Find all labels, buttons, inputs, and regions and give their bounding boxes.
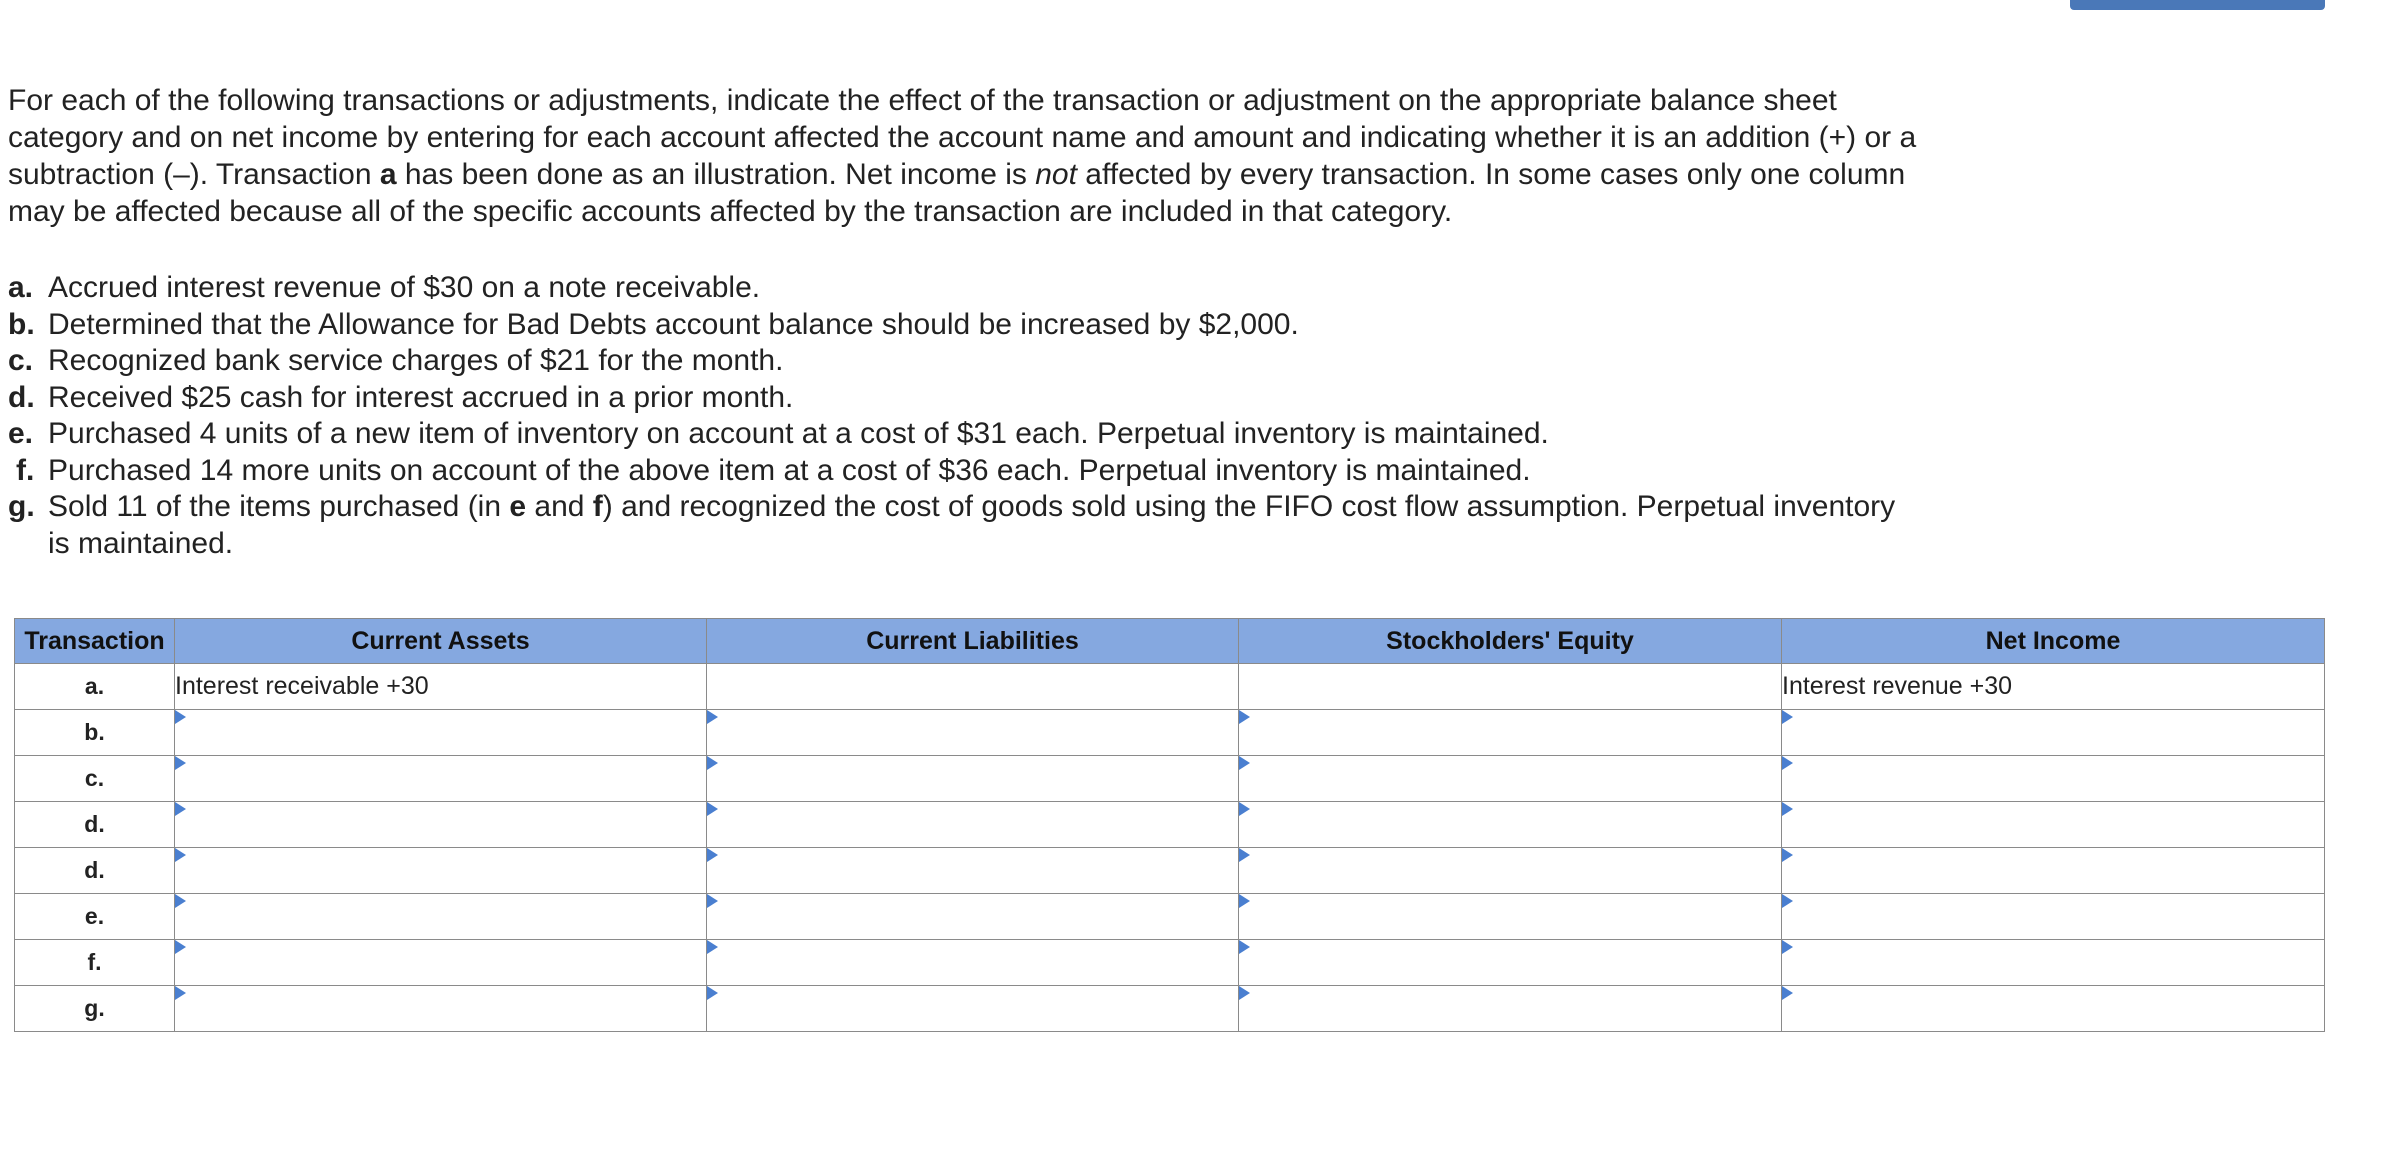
current-assets-input[interactable] [175,894,706,939]
net-income-cell [1782,802,2325,848]
net-income-input[interactable] [1782,802,2324,847]
stockholders-equity-cell [1239,986,1782,1032]
transaction-label: a. [15,664,175,710]
net-income-cell [1782,894,2325,940]
transaction-label: d. [15,802,175,848]
stockholders-equity-input[interactable] [1239,802,1781,847]
entry-marker-icon [707,710,718,724]
entry-marker-icon [707,894,718,908]
current-liabilities-input[interactable] [707,802,1238,847]
example-stockholders-equity [1239,664,1782,710]
current-liabilities-input[interactable] [707,848,1238,893]
stockholders-equity-cell [1239,848,1782,894]
current-assets-input[interactable] [175,710,706,755]
table-row-example [15,664,2325,710]
entry-marker-icon [707,848,718,862]
stockholders-equity-cell [1239,802,1782,848]
entry-marker-icon [175,940,186,954]
transaction-label: b. [15,710,175,756]
net-income-input[interactable] [1782,986,2324,1031]
example-current-liabilities [707,664,1239,710]
list-item: g. Sold 11 of the items purchased (in e and f) and recognized the cost of goods sold using the FIFO cost flow assumption. Perpetual inventory is maintained. [8,490,1896,560]
current-assets-cell [175,940,707,986]
transaction-label: d. [15,848,175,894]
current-liabilities-cell [707,802,1239,848]
current-liabilities-cell [707,710,1239,756]
list-item: d. Received $25 cash for interest accrued in a prior month. [8,380,794,414]
entry-marker-icon [707,756,718,770]
current-assets-cell [175,894,707,940]
net-income-cell [1782,848,2325,894]
net-income-cell [1782,940,2325,986]
list-item: e. Purchased 4 units of a new item of inventory on account at a cost of $31 each. Perpetual inventory is maintained. [8,417,1549,450]
top-action-button[interactable] [2070,0,2325,10]
net-income-input[interactable] [1782,848,2324,893]
current-liabilities-input[interactable] [707,756,1238,801]
transaction-effects-table [14,618,2325,1032]
current-liabilities-cell [707,848,1239,894]
transaction-label: f. [15,940,175,986]
table-row [15,710,2325,756]
stockholders-equity-input[interactable] [1239,710,1781,755]
current-liabilities-cell [707,986,1239,1032]
current-liabilities-cell [707,894,1239,940]
entry-marker-icon [175,802,186,816]
net-income-cell [1782,710,2325,756]
header-current-liabilities: Current Liabilities [707,619,1239,664]
table-row [15,986,2325,1032]
entry-marker-icon [1782,986,1793,1000]
list-item: b. Determined that the Allowance for Bad Debts account balance should be increased by $2,000. [8,307,1299,341]
transaction-label: e. [15,894,175,940]
current-liabilities-input[interactable] [707,894,1238,939]
list-item: a. Accrued interest revenue of $30 on a note receivable. [8,271,761,304]
entry-marker-icon [1239,894,1250,908]
current-assets-cell [175,986,707,1032]
entry-marker-icon [175,848,186,862]
current-liabilities-input[interactable] [707,710,1238,755]
header-current-assets: Current Assets [175,619,707,664]
current-assets-cell [175,756,707,802]
current-assets-cell [175,710,707,756]
current-liabilities-cell [707,940,1239,986]
list-item: c. Recognized bank service charges of $21 for the month. [8,344,784,377]
entry-marker-icon [1239,940,1250,954]
current-assets-input[interactable] [175,802,706,847]
net-income-input[interactable] [1782,710,2324,755]
instructions-paragraph: For each of the following transactions or adjustments, indicate the effect of the transaction or adjustment on the appropriate balance sheet category and on net income by entering for each account affected the account name and amount and indicating whether it is an addition (+) or a subtraction (–). Transaction a has been done as an illustration. Net income is not affected by every transaction. In some cases only one column may be affected because all of the specific accounts affected by the transaction are included in that category. [8,84,1917,228]
example-current-assets: Interest receivable +30 [175,664,707,710]
stockholders-equity-cell [1239,940,1782,986]
current-assets-input[interactable] [175,756,706,801]
table-header-row [15,619,2325,664]
net-income-input[interactable] [1782,756,2324,801]
header-net-income: Net Income [1782,619,2325,664]
table-row [15,802,2325,848]
entry-marker-icon [175,710,186,724]
current-assets-input[interactable] [175,848,706,893]
entry-marker-icon [1782,756,1793,770]
entry-marker-icon [1239,756,1250,770]
transaction-label: g. [15,986,175,1032]
current-assets-cell [175,802,707,848]
table-row [15,940,2325,986]
entry-marker-icon [1239,986,1250,1000]
entry-marker-icon [1782,802,1793,816]
entry-marker-icon [707,986,718,1000]
entry-marker-icon [1782,710,1793,724]
stockholders-equity-input[interactable] [1239,940,1781,985]
entry-marker-icon [707,940,718,954]
stockholders-equity-cell [1239,710,1782,756]
stockholders-equity-input[interactable] [1239,756,1781,801]
current-assets-cell [175,848,707,894]
entry-marker-icon [1782,940,1793,954]
net-income-cell [1782,756,2325,802]
stockholders-equity-input[interactable] [1239,848,1781,893]
current-assets-input[interactable] [175,940,706,985]
entry-marker-icon [175,986,186,1000]
entry-marker-icon [175,756,186,770]
stockholders-equity-input[interactable] [1239,894,1781,939]
header-stockholders-equity: Stockholders' Equity [1239,619,1782,664]
entry-marker-icon [707,802,718,816]
table-row [15,756,2325,802]
list-item: f. Purchased 14 more units on account of the above item at a cost of $36 each. Perpetual inventory is maintained. [16,453,1531,487]
current-liabilities-input[interactable] [707,986,1238,1031]
stockholders-equity-cell [1239,756,1782,802]
entry-marker-icon [1782,894,1793,908]
net-income-input[interactable] [1782,894,2324,939]
entry-marker-icon [1239,710,1250,724]
stockholders-equity-input[interactable] [1239,986,1781,1031]
table-row [15,894,2325,940]
entry-marker-icon [175,894,186,908]
current-assets-input[interactable] [175,986,706,1031]
table-row [15,848,2325,894]
entry-marker-icon [1239,848,1250,862]
current-liabilities-input[interactable] [707,940,1238,985]
current-liabilities-cell [707,756,1239,802]
net-income-cell [1782,986,2325,1032]
example-net-income: Interest revenue +30 [1782,664,2325,710]
net-income-input[interactable] [1782,940,2324,985]
transaction-label: c. [15,756,175,802]
entry-marker-icon [1239,802,1250,816]
entry-marker-icon [1782,848,1793,862]
header-transaction: Transaction [15,619,175,664]
stockholders-equity-cell [1239,894,1782,940]
transaction-list [8,270,1908,562]
